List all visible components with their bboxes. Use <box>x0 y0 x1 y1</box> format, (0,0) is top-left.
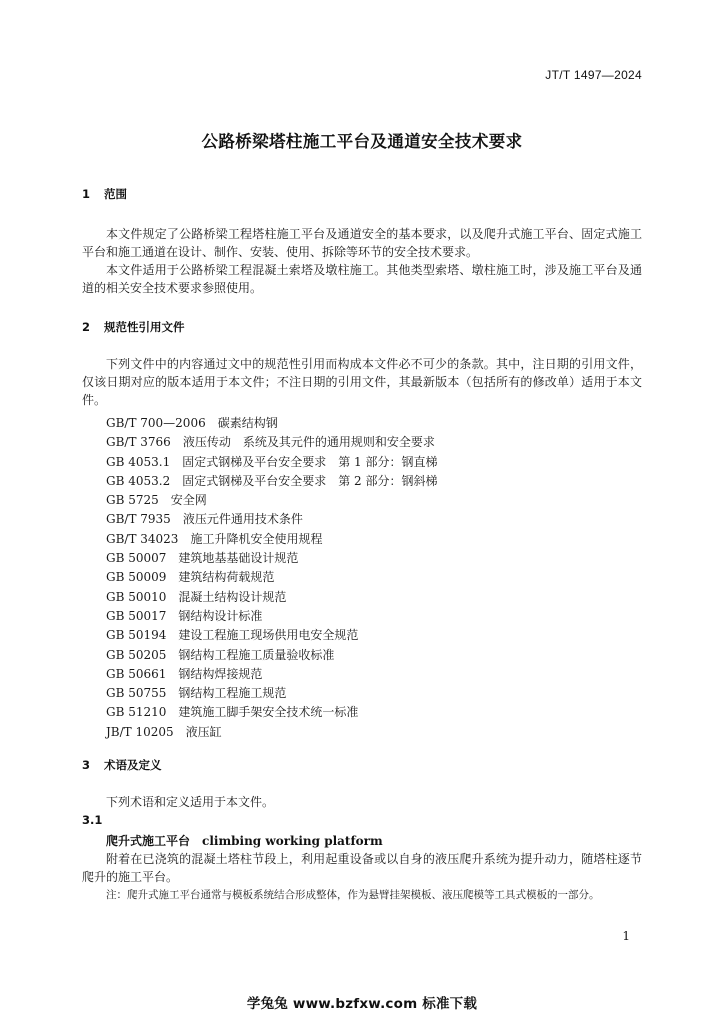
reference-item <box>106 491 437 510</box>
reference-item <box>106 588 437 607</box>
reference-name: 液压传动 系统及其元件的通用规则和安全要求 <box>182 435 435 450</box>
reference-code: GB 5725 <box>106 493 159 508</box>
reference-code: GB 50007 <box>106 551 167 566</box>
term-note: 注：爬升式施工平台通常与模板系统结合形成整体，作为悬臂挂架模板、液压爬模等工具式模板的一部分。 <box>106 889 600 901</box>
scope-paragraph-2: 本文件适用于公路桥梁工程混凝土索塔及墩柱施工。其他类型索塔、墩柱施工时，涉及施工平台及通道的相关安全技术要求参照使用。 <box>82 263 642 295</box>
reference-name: 建设工程施工现场供用电安全规范 <box>178 628 359 643</box>
reference-item <box>106 472 437 491</box>
reference-code: GB/T 700—2006 <box>106 416 206 430</box>
reference-code: GB 50194 <box>106 628 167 643</box>
reference-item <box>106 453 437 472</box>
reference-item <box>106 568 437 587</box>
reference-item <box>106 684 437 703</box>
scope-paragraph-1: 本文件规定了公路桥梁工程塔柱施工平台及通道安全的基本要求，以及爬升式施工平台、固定式施工平台和施工通道在设计、制作、安装、使用、拆除等环节的安全技术要求。 <box>82 227 642 259</box>
reference-item <box>106 530 437 549</box>
reference-code: GB 50010 <box>106 589 167 604</box>
standard-code: JT/T 1497—2024 <box>545 68 642 82</box>
section-number: 2 <box>82 320 91 334</box>
footer-watermark: 学兔兔 www.bzfxw.com 标准下载 <box>246 996 478 1012</box>
reference-name: 混凝土结构设计规范 <box>178 589 287 604</box>
reference-item <box>106 433 437 452</box>
normative-intro: 下列文件中的内容通过文中的规范性引用而构成本文件必不可少的条款。其中，注日期的引用文件，仅该日期对应的版本适用于本文件；不注日期的引用文件，其最新版本（包括所有的修改单）适用于本文件。 <box>82 357 642 407</box>
terms-intro: 下列术语和定义适用于本文件。 <box>106 795 275 809</box>
reference-name: 液压缸 <box>185 724 222 739</box>
term-number: 3.1 <box>82 813 103 827</box>
reference-code: GB/T 34023 <box>106 531 179 546</box>
reference-code: GB/T 7935 <box>106 512 171 527</box>
reference-name: 建筑施工脚手架安全技术统一标准 <box>178 705 359 720</box>
reference-name: 钢结构工程施工质量验收标准 <box>178 647 335 662</box>
reference-item <box>106 549 437 568</box>
reference-name: 安全网 <box>170 493 207 508</box>
reference-name: 施工升降机安全使用规程 <box>190 531 323 546</box>
section-1-heading <box>82 186 127 202</box>
document-title: 公路桥梁塔柱施工平台及通道安全技术要求 <box>201 132 523 151</box>
section-title: 术语及定义 <box>104 758 162 772</box>
page-number: 1 <box>622 929 630 943</box>
reference-code: GB/T 3766 <box>106 435 171 450</box>
reference-code: GB 4053.2 <box>106 473 171 488</box>
reference-code: GB 4053.1 <box>106 454 171 469</box>
reference-item <box>106 665 437 684</box>
section-title: 规范性引用文件 <box>104 320 185 334</box>
term-name-en: climbing working platform <box>202 834 383 848</box>
reference-item <box>106 626 437 645</box>
reference-name: 钢结构焊接规范 <box>178 666 263 681</box>
reference-code: GB 50755 <box>106 686 167 701</box>
reference-item <box>106 607 437 626</box>
reference-name: 液压元件通用技术条件 <box>182 512 303 527</box>
reference-item <box>106 703 437 722</box>
section-number: 1 <box>82 187 91 201</box>
reference-name: 固定式钢梯及平台安全要求 第 1 部分：钢直梯 <box>182 454 438 469</box>
reference-name: 建筑地基基础设计规范 <box>178 551 299 566</box>
term-name-zh: 爬升式施工平台 <box>106 834 191 848</box>
section-number: 3 <box>82 758 91 772</box>
reference-code: GB 51210 <box>106 705 167 720</box>
reference-code: JB/T 10205 <box>106 724 174 739</box>
reference-name: 固定式钢梯及平台安全要求 第 2 部分：钢斜梯 <box>182 473 438 488</box>
reference-item <box>106 723 437 742</box>
reference-code: GB 50661 <box>106 666 167 681</box>
term-definition: 附着在已浇筑的混凝土塔柱节段上，利用起重设备或以自身的液压爬升系统为提升动力，随塔柱逐节爬升的施工平台。 <box>82 852 642 884</box>
reference-code: GB 50009 <box>106 570 167 585</box>
section-2-heading <box>82 319 185 335</box>
reference-code: GB 50017 <box>106 608 167 623</box>
reference-name: 建筑结构荷载规范 <box>178 570 275 585</box>
reference-item <box>106 510 437 529</box>
term-heading <box>106 832 383 849</box>
reference-list <box>106 414 437 742</box>
reference-name: 钢结构设计标准 <box>178 608 263 623</box>
section-title: 范围 <box>104 187 127 201</box>
section-3-heading <box>82 757 162 773</box>
reference-item <box>106 646 437 665</box>
reference-item <box>106 414 437 433</box>
reference-name: 钢结构工程施工规范 <box>178 686 287 701</box>
reference-code: GB 50205 <box>106 647 167 662</box>
reference-name: 碳素结构钢 <box>217 416 278 430</box>
